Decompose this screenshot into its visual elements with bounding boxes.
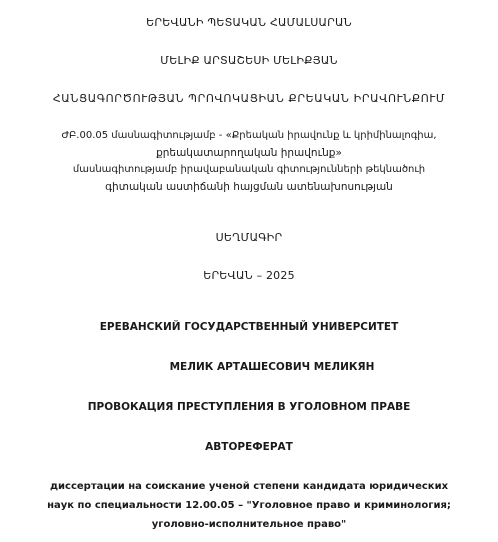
russian-author: МЕЛИК АРТАШЕСОВИЧ МЕЛИКЯН	[169, 361, 375, 373]
russian-dissertation-line3: уголовно-исполнительное право"	[151, 519, 347, 530]
armenian-title: ՀԱՆՑԱԳՈՐԾՈՒԹՅԱՆ ՊՐՈՎՈԿԱՑԻԱՆ ՔՐԵԱԿԱՆ ԻՐԱՎՈՒՆՔՈՒՄ	[52, 92, 446, 105]
armenian-specialty-line2: քրեակատարողական իրավունք»	[156, 147, 342, 159]
russian-title: ПРОВОКАЦИЯ ПРЕСТУПЛЕНИЯ В УГОЛОВНОМ ПРАВЕ	[87, 401, 411, 413]
armenian-city-year: ԵՐԵՎԱՆ – 2025	[203, 269, 295, 282]
armenian-doc-type: ՍԵՂՄԱԳԻՐ	[215, 231, 283, 244]
russian-doc-type: АВТОРЕФЕРАТ	[205, 441, 293, 453]
armenian-specialty-line1: ԺԲ.00.05 մասնագիտությամբ - «Քրեական իրավունք և կրիմինալոգիա,	[61, 130, 437, 141]
russian-university: ЕРЕВАНСКИЙ ГОСУДАРСТВЕННЫЙ УНИВЕРСИТЕТ	[99, 321, 399, 333]
armenian-university: ԵՐԵՎԱՆԻ ՊԵՏԱԿԱՆ ՀԱՄԱԼՍԱՐԱՆ	[146, 16, 352, 29]
russian-dissertation-line1: диссертации на соискание ученой степени кандидата юридических	[49, 481, 449, 492]
armenian-author: ՄԵԼԻՔ ԱՐՏԱՇԵՍԻ ՄԵԼԻՔՅԱՆ	[160, 54, 338, 67]
armenian-specialty-line4: գիտական աստիճանի հայցման ատենախոսության	[105, 181, 393, 193]
armenian-specialty-line3: մասնագիտությամբ իրավաբանական գիտությունների թեկնածուի	[72, 164, 426, 175]
russian-dissertation-line2: наук по специальности 12.00.05 – "Уголовное право и криминология;	[47, 500, 451, 511]
